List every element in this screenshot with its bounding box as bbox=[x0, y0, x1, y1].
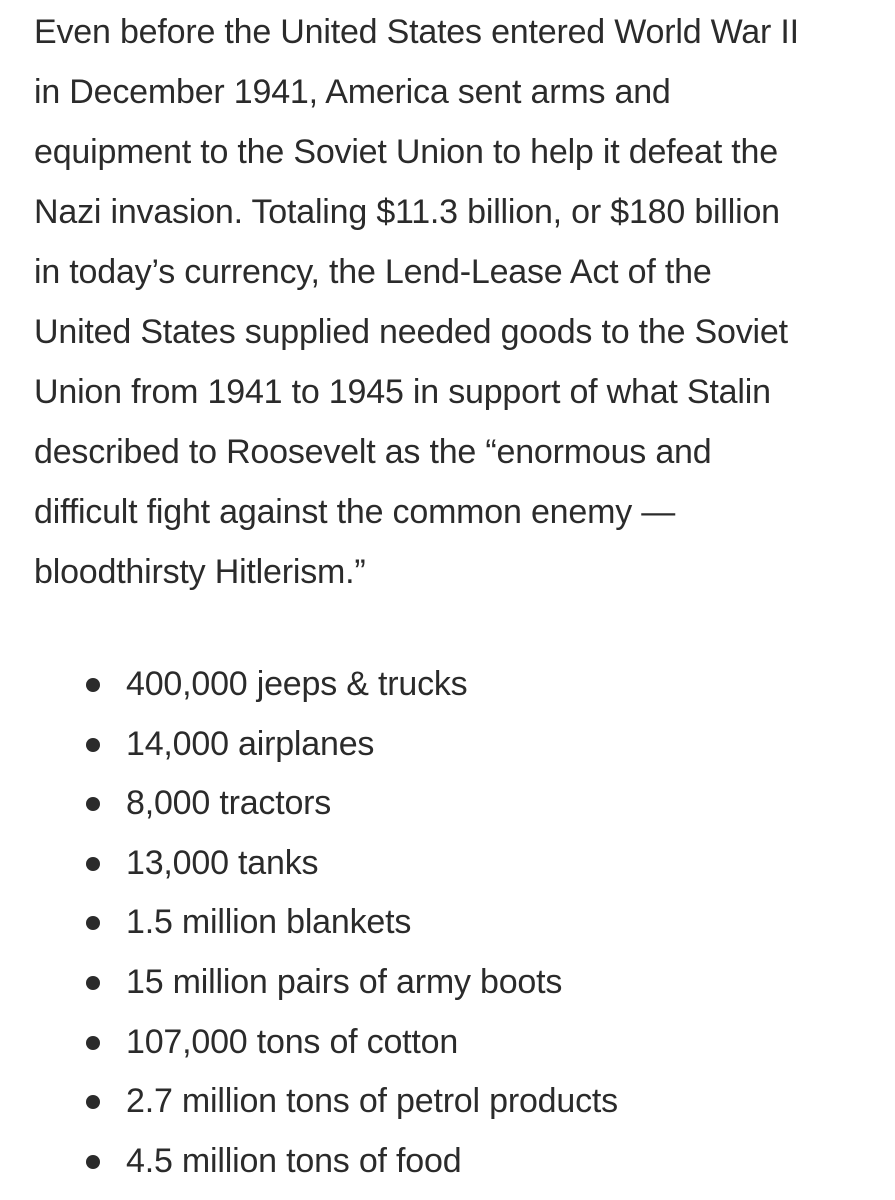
list-item bbox=[34, 893, 618, 953]
list-item-text: 400,000 jeeps & trucks bbox=[126, 665, 468, 703]
list-item-text: 14,000 airplanes bbox=[126, 724, 375, 763]
list-item-text: 1.5 million blankets bbox=[126, 903, 412, 942]
paragraph-line: bloodthirsty Hitlerism.” bbox=[34, 553, 366, 591]
list-item-text: 15 million pairs of army boots bbox=[126, 962, 563, 1001]
paragraph-line: Nazi invasion. Totaling $11.3 billion, or $180 billion bbox=[34, 193, 780, 231]
bullet-icon bbox=[86, 1036, 100, 1050]
paragraph-line: Even before the United States entered World War II bbox=[34, 13, 799, 51]
paragraph-line: in December 1941, America sent arms and bbox=[34, 73, 671, 111]
list-item bbox=[34, 1132, 618, 1192]
list-item-text: 4.5 million tons of food bbox=[126, 1141, 462, 1180]
list-item-text: 13,000 tanks bbox=[126, 843, 319, 882]
list-item bbox=[34, 774, 618, 834]
intro-paragraph bbox=[34, 0, 879, 602]
paragraph-line: described to Roosevelt as the “enormous and bbox=[34, 433, 712, 471]
paragraph-line: equipment to the Soviet Union to help it defeat the bbox=[34, 133, 778, 171]
article-body bbox=[34, 0, 879, 1180]
list-item bbox=[34, 953, 618, 1013]
list-item bbox=[34, 655, 618, 715]
bullet-icon bbox=[86, 678, 100, 692]
list-item bbox=[34, 715, 618, 775]
bullet-icon bbox=[86, 1155, 100, 1169]
bullet-icon bbox=[86, 1095, 100, 1109]
paragraph-line: in today’s currency, the Lend-Lease Act of the bbox=[34, 253, 712, 291]
list-item-text: 2.7 million tons of petrol products bbox=[126, 1082, 618, 1121]
bullet-icon bbox=[86, 976, 100, 990]
bullet-icon bbox=[86, 857, 100, 871]
bullet-icon bbox=[86, 916, 100, 930]
paragraph-line: difficult fight against the common enemy — bbox=[34, 493, 676, 531]
list-item bbox=[34, 1013, 618, 1073]
list-item-text: 8,000 tractors bbox=[126, 784, 332, 823]
supplies-list bbox=[34, 655, 618, 1191]
list-item bbox=[34, 834, 618, 894]
list-item-text: 107,000 tons of cotton bbox=[126, 1022, 459, 1061]
paragraph-line: United States supplied needed goods to the Soviet bbox=[34, 313, 788, 351]
paragraph-line: Union from 1941 to 1945 in support of what Stalin bbox=[34, 373, 771, 411]
bullet-icon bbox=[86, 738, 100, 752]
bullet-icon bbox=[86, 797, 100, 811]
list-item bbox=[34, 1072, 618, 1132]
